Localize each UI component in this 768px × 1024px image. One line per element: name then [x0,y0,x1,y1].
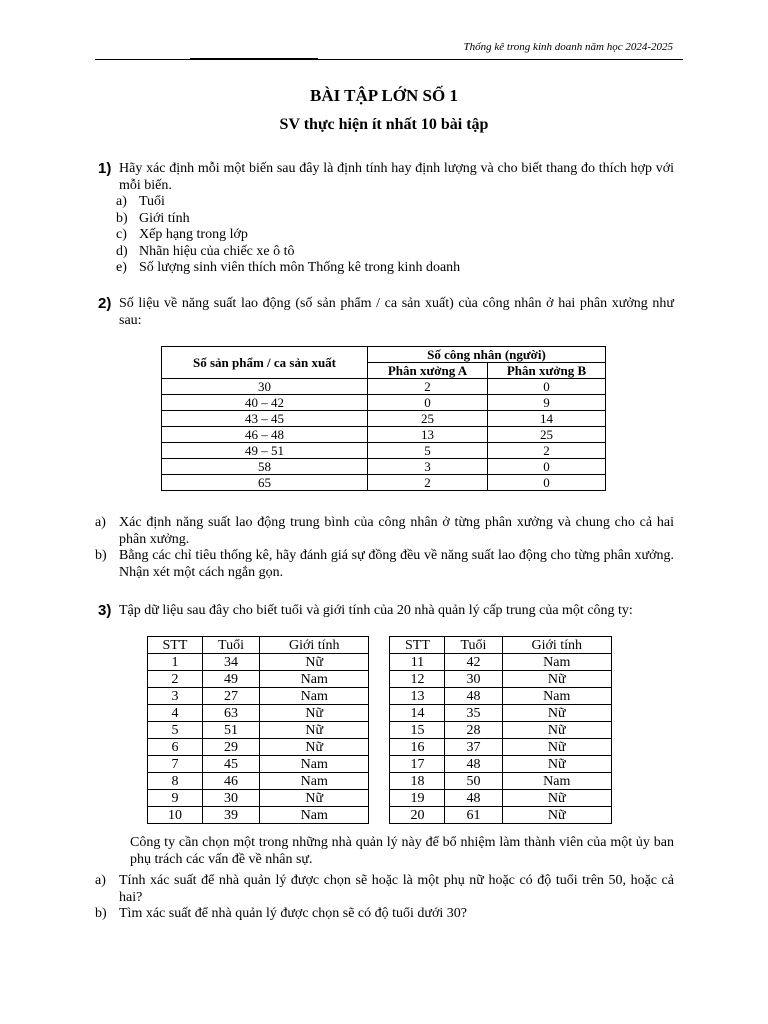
table-cell: 29 [202,739,259,756]
table-cell: 20 [390,807,445,824]
question-number: 1) [98,160,112,177]
column-gap [369,654,390,671]
table-cell: 61 [445,807,502,824]
column-gap [369,807,390,824]
column-header: Giới tính [260,637,369,654]
table-cell: 6 [148,739,203,756]
header-rule-accent [190,58,318,60]
table-cell: 5 [148,722,203,739]
table-cell: 30 [445,671,502,688]
table-cell: Nữ [260,705,369,722]
table-cell: 11 [390,654,445,671]
table-cell: 42 [445,654,502,671]
table-cell: 51 [202,722,259,739]
table-cell: 49 [202,671,259,688]
table-cell: 27 [202,688,259,705]
column-gap [369,671,390,688]
question-text: Số liệu về năng suất lao động (số sản phẩm / ca sản xuất) của công nhân ở hai phân xưởng như sau: [119,296,674,328]
table-cell: 15 [390,722,445,739]
column-gap [369,722,390,739]
item-label: b) [116,210,128,226]
table-cell: Nam [502,773,611,790]
table-cell: 63 [202,705,259,722]
table-cell: 2 [488,443,606,459]
table-cell: Nữ [502,756,611,773]
table-cell: 4 [148,705,203,722]
table-row [162,459,606,475]
column-gap [369,688,390,705]
item-text: Nhãn hiệu của chiếc xe ô tô [139,243,295,259]
column-header: Tuổi [202,637,259,654]
table-cell: 19 [390,790,445,807]
item-label: a) [95,515,106,530]
column-header: STT [148,637,203,654]
table-cell: Nam [260,773,369,790]
table-cell: Nam [502,688,611,705]
table-cell: 25 [368,411,488,427]
table-cell: 30 [202,790,259,807]
item-label: e) [116,260,127,275]
table-cell: 0 [488,459,606,475]
table-cell: Nam [502,654,611,671]
table-cell: Nam [260,671,369,688]
column-header: Phân xưởng B [488,363,606,379]
table-cell: 35 [445,705,502,722]
item-label: c) [116,227,127,242]
table-cell: Nữ [260,739,369,756]
assignment-title: BÀI TẬP LỚN SỐ 1 [309,86,458,105]
question-1 [98,161,674,277]
list-item [98,260,674,277]
question-text: Hãy xác định mỗi một biến sau đây là định tính hay định lượng và cho biết thang đo thích hợp với mỗi biến. [119,161,674,193]
table-cell: Nữ [502,739,611,756]
question-2-subparts [95,515,674,581]
table-cell: Nam [260,688,369,705]
table-cell: 1 [148,654,203,671]
table-cell: Nam [260,807,369,824]
table-cell: Nữ [260,654,369,671]
productivity-table [161,346,606,491]
table-cell: 50 [445,773,502,790]
table-row [148,773,612,790]
list-item [98,244,674,261]
column-header: Số sản phẩm / ca sản xuất [162,347,368,379]
table-cell: 28 [445,722,502,739]
question-2 [98,296,674,329]
table-row [148,756,612,773]
managers-table [147,636,612,824]
column-gap [369,637,390,654]
table-row [148,790,612,807]
column-gap [369,739,390,756]
list-item [77,515,674,548]
table-cell: 7 [148,756,203,773]
column-gap [369,705,390,722]
table-cell: 34 [202,654,259,671]
list-item [77,873,674,906]
table-row [162,411,606,427]
item-text: Xếp hạng trong lớp [139,227,248,242]
table-row [162,395,606,411]
question-3-followup [95,835,674,923]
table-row [162,443,606,459]
table-cell: 37 [445,739,502,756]
table-row [162,475,606,491]
table-cell: 49 – 51 [162,443,368,459]
table-cell: 43 – 45 [162,411,368,427]
table-cell: 0 [368,395,488,411]
table-cell: 14 [488,411,606,427]
column-header: Tuổi [445,637,502,654]
table-row [148,722,612,739]
table-cell: Nữ [502,722,611,739]
table-cell: 2 [368,379,488,395]
table-row [148,688,612,705]
item-text: Bằng các chỉ tiêu thống kê, hãy đánh giá sự đồng đều về năng suất lao động cho từng phân xưởng. Nhận xét một cách ngắn gọn. [119,548,674,580]
table-row [148,654,612,671]
question-text: Công ty cần chọn một trong những nhà quản lý này để bổ nhiệm làm thành viên của một ủy ban phụ trách các vấn đề về nhân sự. [130,835,674,867]
table-cell: 5 [368,443,488,459]
table-cell: 65 [162,475,368,491]
item-label: b) [95,548,107,563]
table-cell: 48 [445,790,502,807]
table-cell: Nữ [502,807,611,824]
question-text: Tập dữ liệu sau đây cho biết tuổi và giới tính của 20 nhà quản lý cấp trung của một công ty: [119,603,633,618]
table-cell: 16 [390,739,445,756]
table-row [162,379,606,395]
list-item [77,548,674,581]
list-item [98,194,674,211]
table-cell: 17 [390,756,445,773]
table-cell: Nữ [502,790,611,807]
table-cell: Nữ [260,722,369,739]
item-text: Tìm xác suất để nhà quản lý được chọn sẽ có độ tuổi dưới 30? [119,906,468,921]
table-cell: 14 [390,705,445,722]
table-cell: 9 [488,395,606,411]
table-cell: 0 [488,379,606,395]
table-cell: 10 [148,807,203,824]
item-label: a) [116,194,127,209]
item-text: Tính xác suất để nhà quản lý được chọn sẽ hoặc là một phụ nữ hoặc có độ tuổi trên 50, hoặc cả hai? [119,873,674,905]
column-header: Giới tính [502,637,611,654]
column-gap [369,756,390,773]
table-cell: 46 [202,773,259,790]
table-row [148,705,612,722]
course-header: Thống kê trong kinh doanh năm học 2024-2025 [463,41,673,53]
table-cell: 13 [390,688,445,705]
table-cell: 18 [390,773,445,790]
table-cell: 30 [162,379,368,395]
table-cell: 39 [202,807,259,824]
question-number: 2) [98,295,112,312]
table-cell: 2 [148,671,203,688]
table-cell: 9 [148,790,203,807]
list-item [77,906,674,923]
table-cell: 48 [445,756,502,773]
question-3 [98,603,674,620]
table-cell: 8 [148,773,203,790]
table-cell: 2 [368,475,488,491]
table-cell: Nữ [502,705,611,722]
item-label: b) [95,906,107,921]
table-cell: 45 [202,756,259,773]
table-cell: 3 [368,459,488,475]
column-group-header: Số công nhân (người) [368,347,606,363]
list-item [98,227,674,244]
table-cell: 46 – 48 [162,427,368,443]
question-number: 3) [98,602,112,619]
question-1-items [98,194,674,277]
column-gap [369,790,390,807]
table-row [148,807,612,824]
assignment-subtitle: SV thực hiện ít nhất 10 bài tập [279,116,489,133]
table-cell: 12 [390,671,445,688]
column-header: STT [390,637,445,654]
item-label: d) [116,243,128,259]
list-item [98,211,674,228]
table-row [148,739,612,756]
column-gap [369,773,390,790]
table-cell: 0 [488,475,606,491]
table-cell: Nữ [502,671,611,688]
item-text: Xác định năng suất lao động trung bình của công nhân ở từng phân xưởng và chung cho cả hai phân xưởng. [119,515,674,547]
column-header: Phân xưởng A [368,363,488,379]
table-cell: 13 [368,427,488,443]
header-rule [95,59,683,60]
table-cell: 48 [445,688,502,705]
table-cell: 3 [148,688,203,705]
table-cell: Nữ [260,790,369,807]
item-text: Số lượng sinh viên thích môn Thống kê trong kinh doanh [139,260,461,275]
table-row [148,671,612,688]
table-cell: 40 – 42 [162,395,368,411]
table-cell: 58 [162,459,368,475]
table-row [162,427,606,443]
item-label: a) [95,873,106,888]
item-text: Giới tính [139,210,190,226]
table-cell: Nam [260,756,369,773]
item-text: Tuổi [139,194,165,209]
table-cell: 25 [488,427,606,443]
